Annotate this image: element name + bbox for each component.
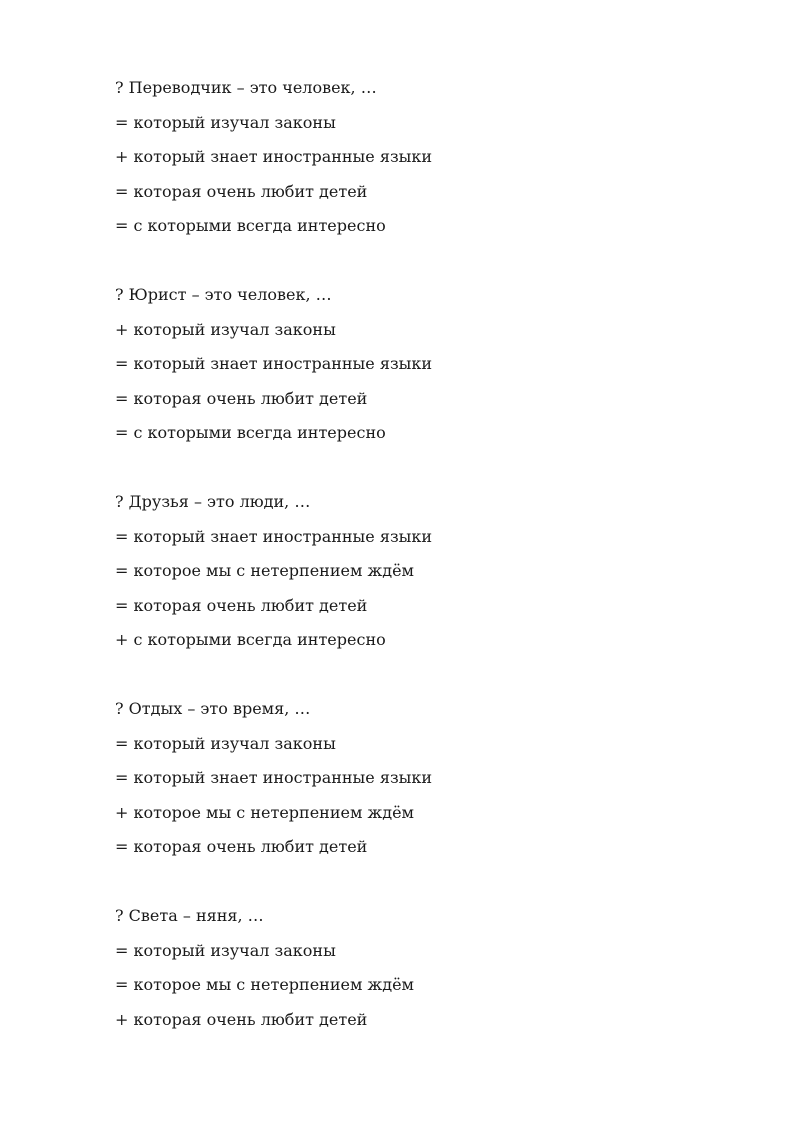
answer-option: = который изучал законы: [115, 112, 336, 132]
answer-option: = который изучал законы: [115, 940, 336, 960]
answer-option-correct: + с которыми всегда интересно: [115, 630, 386, 649]
answer-option: = которая очень любит детей: [115, 837, 368, 856]
answer-option-correct: + которое мы с нетерпением ждём: [115, 802, 414, 822]
quiz-document: [115, 78, 755, 1079]
question-prompt: ? Отдых – это время, …: [115, 699, 311, 718]
question-block: [115, 906, 755, 1044]
question-block: [115, 492, 755, 665]
answer-option: = с которыми всегда интересно: [115, 423, 386, 442]
answer-option-correct: + которая очень любит детей: [115, 1009, 368, 1029]
answer-option: = которая очень любит детей: [115, 595, 368, 615]
answer-option: = которая очень любит детей: [115, 181, 368, 201]
question-prompt: ? Юрист – это человек, …: [115, 285, 332, 304]
answer-option-correct: + который знает иностранные языки: [115, 147, 433, 166]
question-prompt: ? Переводчик – это человек, …: [115, 78, 377, 97]
answer-option: = который знает иностранные языки: [115, 354, 433, 373]
question-block: [115, 78, 755, 251]
answer-option: = который знает иностранные языки: [115, 768, 433, 787]
question-block: [115, 699, 755, 872]
answer-option: = которое мы с нетерпением ждём: [115, 561, 414, 580]
question-prompt: ? Друзья – это люди, …: [115, 492, 311, 511]
answer-option: = которое мы с нетерпением ждём: [115, 975, 414, 994]
answer-option: = который знает иностранные языки: [115, 526, 433, 546]
question-prompt: ? Света – няня, …: [115, 906, 264, 925]
answer-option: = которая очень любит детей: [115, 388, 368, 408]
answer-option: = который изучал законы: [115, 733, 336, 753]
answer-option: = с которыми всегда интересно: [115, 216, 386, 235]
answer-option-correct: + который изучал законы: [115, 319, 336, 339]
question-block: [115, 285, 755, 458]
